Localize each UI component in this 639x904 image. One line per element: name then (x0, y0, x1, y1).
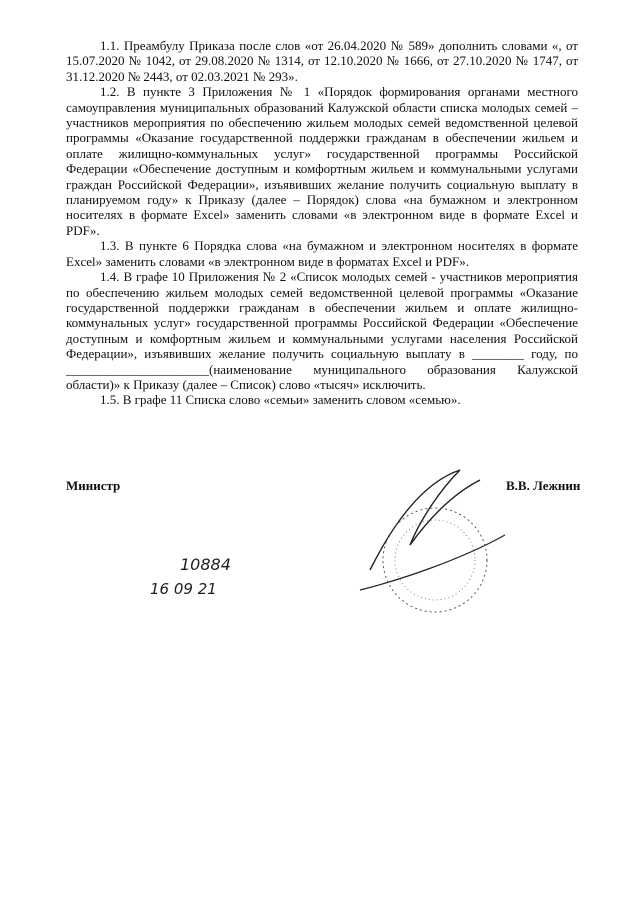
paragraph-1-4: 1.4. В графе 10 Приложения № 2 «Список молодых семей - участников мероприятия по обеспечению жильем молодых семей ведомственной целевой программы «Оказание государственной поддержки гражданам в обеспечении жильем и оплате жилищно-коммунальных услуг» государственной программы Российской Федерации «Обеспечение доступным и комфортным жильем и коммунальными услугами населения Российской Федерации», изъявивших желание получить социальную выплату в ________ году, по ______________________(наименование муниципального образования Калужской области)» к Приказу (далее – Список) слово «тысяч» исключить. (66, 269, 578, 392)
signature-name: В.В. Лежнин (506, 478, 581, 493)
paragraph-1-5: 1.5. В графе 11 Списка слово «семьи» заменить словом «семью». (100, 392, 461, 408)
handwritten-date: 16 09 21 (150, 580, 217, 598)
handwritten-registration-image (150, 550, 270, 600)
paragraph-1-1: 1.1. Преамбулу Приказа после слов «от 26.04.2020 № 589» дополнить словами «, от 15.07.2020 № 1042, от 29.08.2020 № 1314, от 12.10.2020 № 1666, от 27.10.2020 № 1747, от 31.12.2020 № 2443, от 02.03.2021 № 293». (66, 38, 578, 84)
paragraph-1-2: 1.2. В пункте 3 Приложения № 1 «Порядок формирования органами местного самоуправления муниципальных образований Калужской области списка молодых семей – участников мероприятия по обеспечению жильем молодых семей ведомственной целевой программы «Оказание государственной поддержки гражданам в обеспечении жильем и оплате жилищно-коммунальных услуг» государственной программы Российской Федерации «Обеспечение доступным и комфортным жильем и коммунальными услугами граждан Российской Федерации», изъявивших желание получить социальную выплату в планируемом году» к Приказу (далее – Порядок) слова «на бумажном и электронном носителях в формате Excel» заменить словами «в электронном виде в формате Excel и PDF». (66, 84, 578, 238)
signature-stamp-image (340, 450, 520, 620)
handwritten-number: 10884 (180, 555, 231, 574)
document-body (66, 38, 578, 408)
signature-title: Министр (66, 478, 121, 493)
paragraph-1-3: 1.3. В пункте 6 Порядка слова «на бумажном и электронном носителях в формате Excel» заменить словами «в электронном виде в форматах Excel и PDF». (66, 238, 578, 269)
